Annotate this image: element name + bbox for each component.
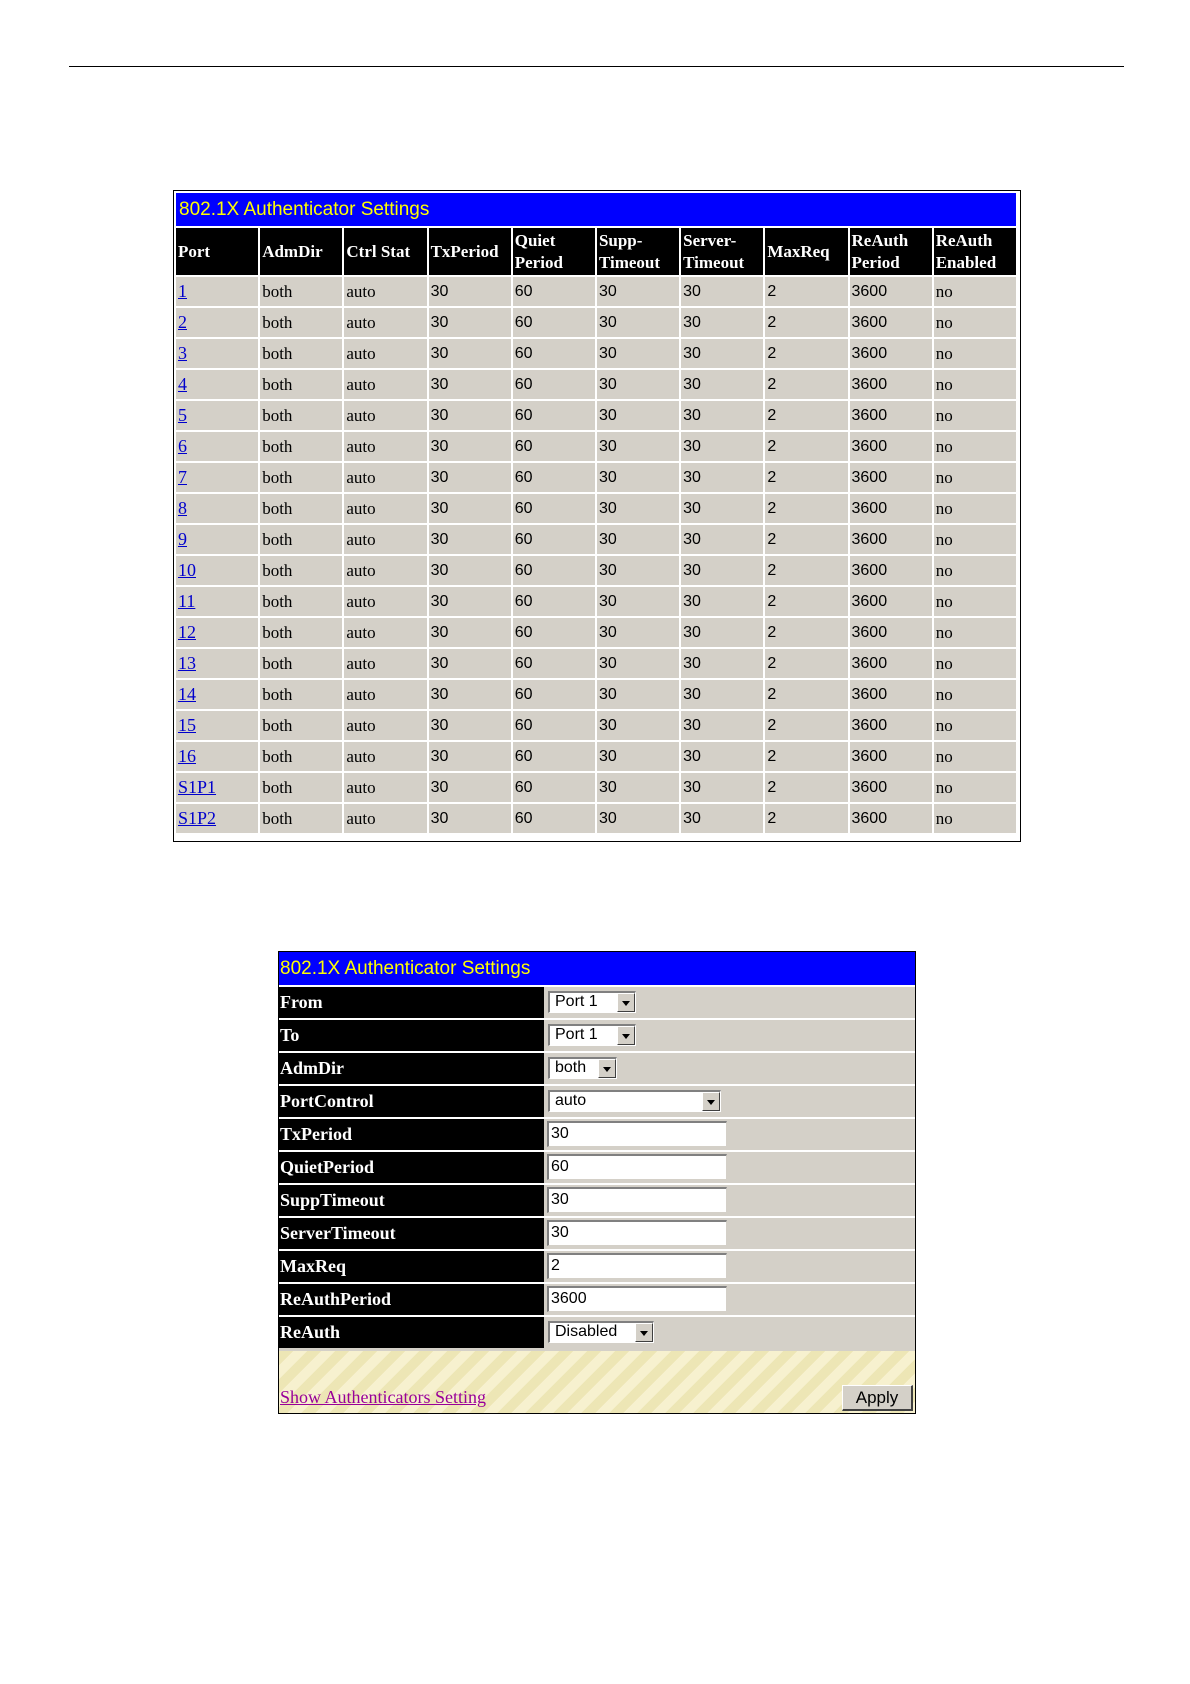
table-cell: 30 [429,401,511,430]
table-cell: 2 [765,401,847,430]
column-header-text: Enabled [935,252,997,272]
table-cell: no [934,339,1016,368]
port-link[interactable]: 13 [178,653,196,673]
admdir-value: both [555,1059,587,1076]
table-cell: 2 [765,556,847,585]
column-header [934,228,1016,275]
table-cell: 30 [681,804,763,833]
port-link[interactable]: 9 [178,529,187,549]
column-header [429,228,511,275]
table-cell: 30 [429,370,511,399]
table-cell: no [934,463,1016,492]
table-cell: 60 [513,711,595,740]
form-panel-title: 802.1X Authenticator Settings [279,952,915,985]
table-panel-title: 802.1X Authenticator Settings [176,193,1016,226]
table-cell: auto [344,463,426,492]
column-header-text: Period [851,252,900,272]
port-link[interactable]: 11 [178,591,196,611]
column-header-text: AdmDir [262,241,323,261]
table-cell: 3600 [850,804,932,833]
table-cell: 3600 [850,463,932,492]
table-cell [176,370,258,399]
table-cell: no [934,773,1016,802]
form-row-portcontrol [279,1084,915,1117]
table-row [176,432,1016,461]
port-link[interactable]: 3 [178,343,187,363]
table-cell: auto [344,432,426,461]
port-link[interactable]: S1P2 [178,808,217,828]
table-row [176,680,1016,709]
table-cell: 30 [429,339,511,368]
servertimeout-input[interactable]: 30 [547,1220,727,1246]
table-cell: 30 [597,494,679,523]
table-cell: 30 [681,525,763,554]
from-port-value: Port 1 [555,993,598,1010]
table-cell: 30 [429,432,511,461]
table-cell: 2 [765,525,847,554]
table-cell: 30 [681,680,763,709]
table-cell: 60 [513,587,595,616]
table-cell: 60 [513,680,595,709]
column-header [597,228,679,275]
table-cell: 60 [513,773,595,802]
port-link[interactable]: 14 [178,684,196,704]
table-cell: 3600 [850,649,932,678]
port-link[interactable]: 4 [178,374,187,394]
table-cell [176,494,258,523]
table-cell: both [260,649,342,678]
column-header-text: ReAuth [935,230,993,250]
table-cell: no [934,742,1016,771]
column-header-text: Server- [683,230,737,250]
table-cell: 2 [765,711,847,740]
table-cell: both [260,339,342,368]
table-cell: 30 [429,494,511,523]
table-cell: both [260,804,342,833]
table-cell: 3600 [850,773,932,802]
table-cell: 2 [765,308,847,337]
table-cell: no [934,587,1016,616]
table-row [176,773,1016,802]
admdir-select[interactable] [548,1057,617,1079]
port-link[interactable]: 16 [178,746,196,766]
column-header [765,228,847,275]
table-row [176,587,1016,616]
table-cell: no [934,432,1016,461]
table-cell: 30 [429,649,511,678]
form-row-reauth [279,1315,915,1348]
table-cell: 2 [765,742,847,771]
column-header [681,228,763,275]
portcontrol-value: auto [555,1092,587,1109]
table-cell: 30 [681,587,763,616]
table-cell: auto [344,773,426,802]
table-cell: no [934,308,1016,337]
table-cell: 30 [429,804,511,833]
table-cell: both [260,432,342,461]
table-cell: auto [344,556,426,585]
table-row [176,463,1016,492]
table-cell: no [934,370,1016,399]
table-cell: 3600 [850,742,932,771]
column-header [344,228,426,275]
table-cell: 2 [765,618,847,647]
port-link[interactable]: 2 [178,312,187,332]
table-cell: 60 [513,494,595,523]
quietperiod-label: QuietPeriod [279,1152,544,1183]
table-row [176,277,1016,306]
to-label: To [279,1020,544,1051]
table-cell: 30 [597,742,679,771]
table-cell: 3600 [850,401,932,430]
table-cell: 3600 [850,711,932,740]
table-cell: 30 [597,339,679,368]
table-cell: auto [344,649,426,678]
table-cell: both [260,463,342,492]
table-cell: both [260,773,342,802]
table-cell: 3600 [850,277,932,306]
table-cell: both [260,525,342,554]
table-cell: 30 [681,277,763,306]
table-cell: both [260,680,342,709]
form-row-quietperiod [279,1150,915,1183]
authenticator-settings-table [174,226,1018,835]
form-row-reauthperiod [279,1282,915,1315]
table-cell: both [260,401,342,430]
table-cell: 60 [513,339,595,368]
table-cell: 2 [765,277,847,306]
table-cell [176,742,258,771]
table-cell: 3600 [850,370,932,399]
table-row [176,711,1016,740]
table-cell: 30 [429,277,511,306]
table-cell: 30 [597,618,679,647]
chevron-down-icon[interactable] [617,993,635,1012]
from-port-select[interactable] [548,991,636,1013]
table-cell [176,680,258,709]
table-cell: both [260,742,342,771]
table-row [176,370,1016,399]
table-cell: both [260,277,342,306]
table-cell: auto [344,277,426,306]
authenticator-settings-form-panel [278,951,916,1414]
table-cell: no [934,618,1016,647]
txperiod-input[interactable]: 30 [547,1121,727,1147]
table-cell [176,618,258,647]
table-cell: auto [344,339,426,368]
table-cell: 30 [681,401,763,430]
table-cell: no [934,277,1016,306]
column-header-text: Timeout [598,252,661,272]
table-cell: 3600 [850,556,932,585]
table-cell: no [934,494,1016,523]
table-cell: 30 [681,556,763,585]
table-cell: both [260,556,342,585]
column-header [260,228,342,275]
table-cell: 30 [429,525,511,554]
table-cell: 30 [681,463,763,492]
port-link[interactable]: 1 [178,281,187,301]
reauth-select[interactable] [548,1321,654,1343]
table-cell: 60 [513,618,595,647]
table-row [176,804,1016,833]
table-cell: 2 [765,649,847,678]
table-cell: both [260,618,342,647]
table-cell: 60 [513,277,595,306]
column-header-text: Timeout [683,252,745,272]
table-cell: auto [344,308,426,337]
table-cell: 2 [765,432,847,461]
table-cell [176,432,258,461]
authenticator-settings-table-panel [173,190,1021,842]
form-row-to [279,1018,915,1051]
table-cell: both [260,587,342,616]
table-cell: 30 [597,587,679,616]
table-cell: auto [344,401,426,430]
table-cell: 60 [513,432,595,461]
admdir-label: AdmDir [279,1053,544,1084]
table-cell: 3600 [850,680,932,709]
reauthperiod-label: ReAuthPeriod [279,1284,544,1315]
table-cell: 30 [597,401,679,430]
table-cell: 2 [765,339,847,368]
form-row-from [279,985,915,1018]
page-top-rule [69,66,1124,67]
table-cell: 60 [513,649,595,678]
form-row-servertimeout [279,1216,915,1249]
table-cell: 30 [429,308,511,337]
column-header-text: MaxReq [767,241,830,261]
table-cell: no [934,804,1016,833]
table-cell: auto [344,494,426,523]
table-cell: auto [344,370,426,399]
show-authenticators-setting-link[interactable]: Show Authenticators Setting [280,1387,486,1407]
table-cell: 30 [429,618,511,647]
chevron-down-icon[interactable] [598,1059,616,1078]
table-cell: 30 [681,432,763,461]
table-cell: 3600 [850,525,932,554]
table-cell: 30 [681,649,763,678]
table-cell [176,277,258,306]
table-cell: 30 [597,308,679,337]
table-cell: no [934,525,1016,554]
portcontrol-select[interactable] [548,1090,721,1112]
table-cell: 30 [597,804,679,833]
column-header-text: Quiet [514,230,556,250]
table-row [176,308,1016,337]
table-cell: 30 [681,711,763,740]
table-cell: 30 [681,494,763,523]
table-cell: 30 [681,618,763,647]
table-cell [176,804,258,833]
port-link[interactable]: S1P1 [178,777,217,797]
table-cell: 60 [513,556,595,585]
reauthperiod-input[interactable]: 3600 [547,1286,727,1312]
to-port-select[interactable] [548,1024,636,1046]
form-row-maxreq [279,1249,915,1282]
table-cell: 3600 [850,432,932,461]
table-cell: 30 [681,742,763,771]
column-header-text: TxPeriod [430,241,499,261]
table-row [176,339,1016,368]
table-cell: auto [344,618,426,647]
txperiod-label: TxPeriod [279,1119,544,1150]
column-header-text: Period [514,252,563,272]
table-cell: 60 [513,401,595,430]
table-row [176,494,1016,523]
column-header [513,228,595,275]
servertimeout-label: ServerTimeout [279,1218,544,1249]
column-header-text: ReAuth [851,230,909,250]
form-footer [279,1351,915,1413]
table-cell: 30 [429,773,511,802]
table-cell: 30 [597,711,679,740]
table-cell: 30 [597,463,679,492]
table-cell [176,463,258,492]
table-cell: 60 [513,308,595,337]
chevron-down-icon[interactable] [635,1323,653,1342]
table-cell: 60 [513,463,595,492]
table-cell: 30 [429,742,511,771]
table-cell: 30 [429,587,511,616]
table-cell: 30 [597,525,679,554]
port-link[interactable]: 7 [178,467,187,487]
from-label: From [279,987,544,1018]
table-cell: 3600 [850,494,932,523]
column-header [850,228,932,275]
port-link[interactable]: 8 [178,498,187,518]
table-row [176,649,1016,678]
table-cell: 2 [765,494,847,523]
table-cell: 30 [429,463,511,492]
table-row [176,556,1016,585]
form-row-admdir [279,1051,915,1084]
table-row [176,525,1016,554]
table-cell [176,649,258,678]
table-cell: 2 [765,804,847,833]
table-row [176,742,1016,771]
chevron-down-icon[interactable] [617,1026,635,1045]
table-cell [176,556,258,585]
table-cell: auto [344,680,426,709]
table-cell: auto [344,742,426,771]
table-cell: auto [344,711,426,740]
maxreq-input[interactable]: 2 [547,1253,727,1279]
table-body [176,277,1016,833]
table-cell: 30 [429,680,511,709]
table-row [176,618,1016,647]
table-cell [176,773,258,802]
table-cell: no [934,711,1016,740]
table-cell: 60 [513,370,595,399]
column-header-text: Port [178,241,211,261]
table-cell: 2 [765,370,847,399]
table-cell: 30 [597,556,679,585]
table-cell: 3600 [850,339,932,368]
table-cell: no [934,649,1016,678]
table-cell: no [934,556,1016,585]
chevron-down-icon[interactable] [702,1092,720,1111]
table-cell: 30 [597,277,679,306]
table-cell: 30 [597,773,679,802]
table-cell: 60 [513,742,595,771]
table-cell [176,401,258,430]
table-cell: 30 [681,773,763,802]
table-cell: 30 [429,556,511,585]
table-row [176,401,1016,430]
table-cell: both [260,308,342,337]
table-cell: both [260,370,342,399]
table-cell: both [260,711,342,740]
column-header-text: Ctrl Stat [346,241,411,261]
column-header [176,228,258,275]
apply-button[interactable]: Apply [842,1385,913,1411]
port-link[interactable]: 10 [178,560,196,580]
table-cell [176,525,258,554]
table-cell: no [934,680,1016,709]
column-header-text: Supp- [598,230,643,250]
port-link[interactable]: 5 [178,405,187,425]
table-cell: 30 [681,339,763,368]
table-cell: 60 [513,804,595,833]
table-cell: no [934,401,1016,430]
reauth-value: Disabled [555,1323,618,1340]
table-cell: 30 [597,370,679,399]
port-link[interactable]: 6 [178,436,187,456]
table-cell: both [260,494,342,523]
form-row-txperiod [279,1117,915,1150]
table-cell: 30 [597,649,679,678]
table-cell: 3600 [850,618,932,647]
form-row-supptimeout [279,1183,915,1216]
table-cell: 30 [681,370,763,399]
table-cell: 2 [765,587,847,616]
table-cell: 60 [513,525,595,554]
table-cell: auto [344,804,426,833]
port-link[interactable]: 12 [178,622,196,642]
to-port-value: Port 1 [555,1026,598,1043]
table-cell: 30 [429,711,511,740]
port-link[interactable]: 15 [178,715,196,735]
table-cell [176,308,258,337]
table-cell [176,587,258,616]
table-cell: 30 [597,432,679,461]
table-cell: 30 [681,308,763,337]
table-cell [176,711,258,740]
table-header-row [176,228,1016,275]
supptimeout-label: SuppTimeout [279,1185,544,1216]
table-cell: 2 [765,463,847,492]
table-cell: 2 [765,773,847,802]
table-cell [176,339,258,368]
table-cell: 2 [765,680,847,709]
table-cell: 30 [597,680,679,709]
supptimeout-input[interactable]: 30 [547,1187,727,1213]
maxreq-label: MaxReq [279,1251,544,1282]
table-cell: 3600 [850,308,932,337]
table-cell: 3600 [850,587,932,616]
reauth-label: ReAuth [279,1317,544,1348]
table-cell: auto [344,525,426,554]
table-cell: auto [344,587,426,616]
portcontrol-label: PortControl [279,1086,544,1117]
quietperiod-input[interactable]: 60 [547,1154,727,1180]
